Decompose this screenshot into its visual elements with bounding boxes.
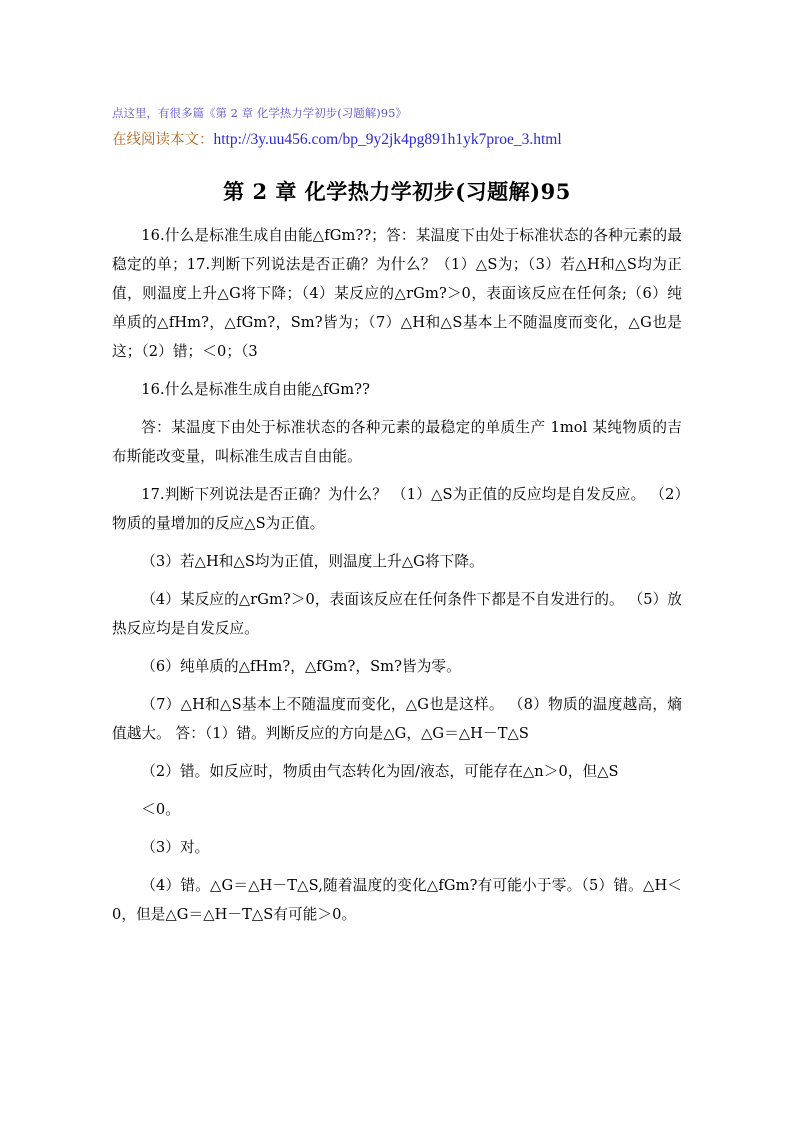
paragraph-ans2: （2）错。如反应时，物质由气态转化为固/液态，可能存在△n＞0，但△S	[141, 763, 619, 781]
promo-link[interactable]: 点这里，有很多篇《第 2 章 化学热力学初步(习题解)95》	[112, 106, 407, 120]
paragraph-q16: 16.什么是标准生成自由能△fGm??	[141, 381, 371, 399]
source-url-link[interactable]: http://3y.uu456.com/bp_9y2jk4pg891h1yk7proe_3.html	[213, 131, 562, 148]
paragraph-summary: 16.什么是标准生成自由能△fGm??；答：某温度下由处于标准状态的各种元素的最稳定的单；17.判断下列说法是否正确？为什么？（1）△S为；（3）若△H和△S均为正值，则温度上升△G将下降；（4）某反应的△rGm?＞0，表面该反应在任何条;（6）纯单质的△fHm?，△fGm?，Sm?皆为；（7）△H和△S基本上不随温度而变化，△G也是这；（2）错；＜0；（3	[112, 227, 682, 361]
paragraph-ans45: （4）错。△G＝△H－T△S,随着温度的变化△fGm?有可能小于零。（5）错。△H＜0，但是△G＝△H－T△S有可能＞0。	[112, 877, 682, 924]
read-online-row	[112, 128, 682, 151]
document-content	[112, 0, 682, 929]
paragraph-item3: （3）若△H和△S均为正值，则温度上升△G将下降。	[141, 553, 484, 571]
paragraph-item4: （4）某反应的△rGm?＞0，表面该反应在任何条件下都是不自发进行的。 （5）放热反应均是自发反应。	[112, 591, 682, 638]
paragraph-item7: （7）△H和△S基本上不随温度而变化，△G也是这样。 （8）物质的温度越高，熵值越大。 答：（1）错。判断反应的方向是△G，△G＝△H－T△S	[112, 696, 682, 743]
page-title: 第 2 章 化学热力学初步(习题解)95	[223, 179, 571, 204]
paragraph-a16: 答：某温度下由处于标准状态的各种元素的最稳定的单质生产 1mol 某纯物质的吉布斯能改变量，叫标准生成吉自由能。	[112, 419, 682, 466]
paragraph-item6: （6）纯单质的△fHm?，△fGm?，Sm?皆为零。	[141, 658, 461, 676]
paragraph-q17: 17.判断下列说法是否正确？为什么？ （1）△S为正值的反应均是自发反应。 （2）物质的量增加的反应△S为正值。	[112, 486, 682, 533]
paragraph-ans3: （3）对。	[141, 839, 210, 857]
paragraph-ans2-cont: ＜0。	[141, 801, 180, 819]
read-online-label: 在线阅读本文：	[112, 132, 214, 148]
